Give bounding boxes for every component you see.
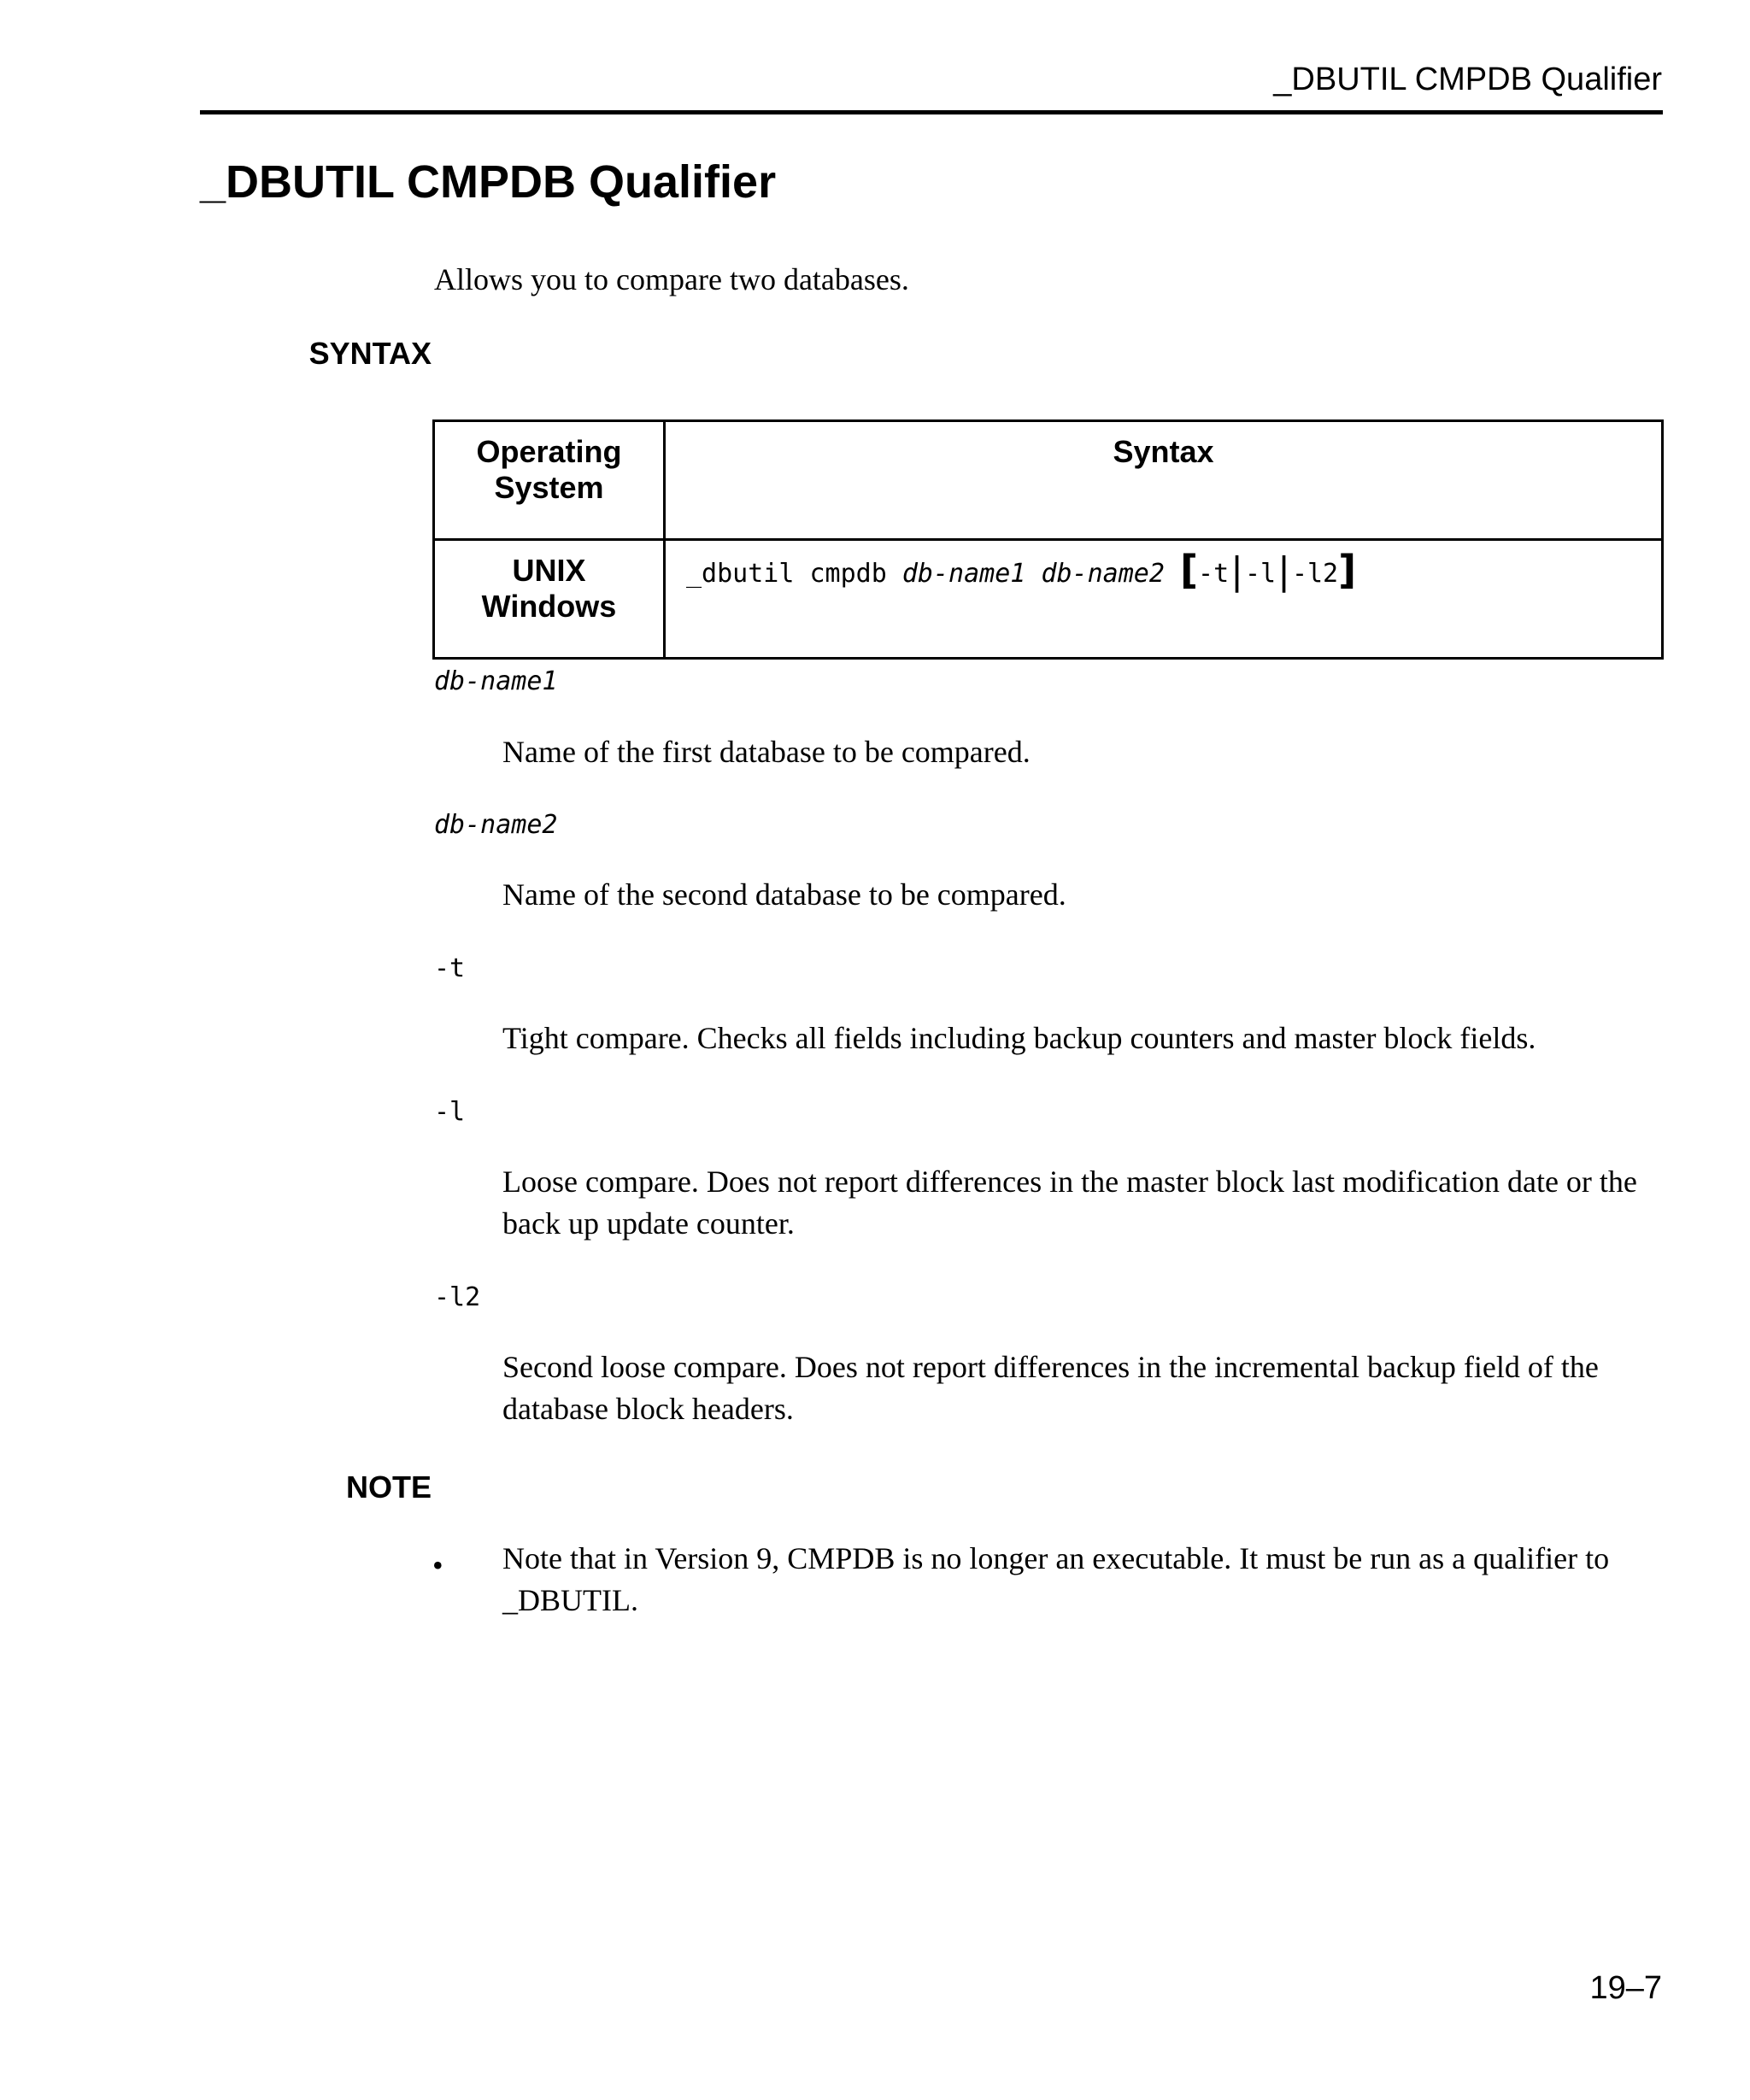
syntax-arg-db-name2: db-name2: [1041, 559, 1165, 589]
os-windows: Windows: [481, 589, 617, 625]
param-term-db-name2: db-name2: [434, 810, 558, 840]
param-desc-db-name2: Name of the second database to be compared.: [502, 877, 1066, 912]
os-cell: [434, 540, 665, 659]
syntax-heading: SYNTAX: [308, 336, 432, 371]
param-term-t: -t: [434, 953, 466, 983]
intro-text: Allows you to compare two databases.: [434, 262, 909, 296]
note-heading: NOTE: [345, 1469, 432, 1505]
syntax-open-bracket: [: [1180, 547, 1199, 593]
syntax-option-l: -l: [1244, 559, 1277, 589]
page-number: 19–7: [1589, 1970, 1662, 2006]
param-term-db-name1: db-name1: [434, 666, 558, 696]
param-desc-db-name1: Name of the first database to be compared.: [502, 735, 1031, 769]
syntax-command: _dbutil cmpdb: [686, 559, 887, 589]
table-row: [434, 540, 1663, 659]
header-syntax: Syntax: [665, 421, 1663, 540]
param-desc-l: Loose compare. Does not report differences in the master block last modification date or the back up update counter.: [502, 1164, 1637, 1241]
note-text: Note that in Version 9, CMPDB is no longer an executable. It must be run as a qualifier to _DBUTIL.: [502, 1541, 1610, 1617]
header-os-line2: System: [494, 470, 604, 506]
note-bullet: •: [432, 1548, 443, 1582]
syntax-separator: |: [1230, 549, 1243, 593]
header-operating-system: [434, 421, 665, 540]
running-header: _DBUTIL CMPDB Qualifier: [1273, 62, 1662, 97]
syntax-option-l2: -l2: [1291, 559, 1339, 589]
syntax-option-t: -t: [1198, 559, 1230, 589]
table-header-row: [434, 421, 1663, 540]
syntax-table: [432, 419, 1664, 660]
header-os-line1: Operating: [476, 434, 622, 469]
syntax-separator: |: [1277, 549, 1290, 593]
param-desc-t: Tight compare. Checks all fields including backup counters and master block fields.: [502, 1021, 1536, 1055]
syntax-close-bracket: ]: [1338, 547, 1357, 593]
header-rule: [200, 110, 1663, 114]
os-unix: UNIX: [512, 553, 586, 588]
syntax-cell: [665, 540, 1663, 659]
page-title: _DBUTIL CMPDB Qualifier: [200, 156, 777, 208]
param-term-l: -l: [434, 1097, 466, 1127]
param-term-l2: -l2: [434, 1282, 481, 1312]
param-desc-l2: Second loose compare. Does not report differences in the incremental backup field of the database block headers.: [502, 1350, 1599, 1426]
syntax-arg-db-name1: db-name1: [901, 559, 1026, 589]
